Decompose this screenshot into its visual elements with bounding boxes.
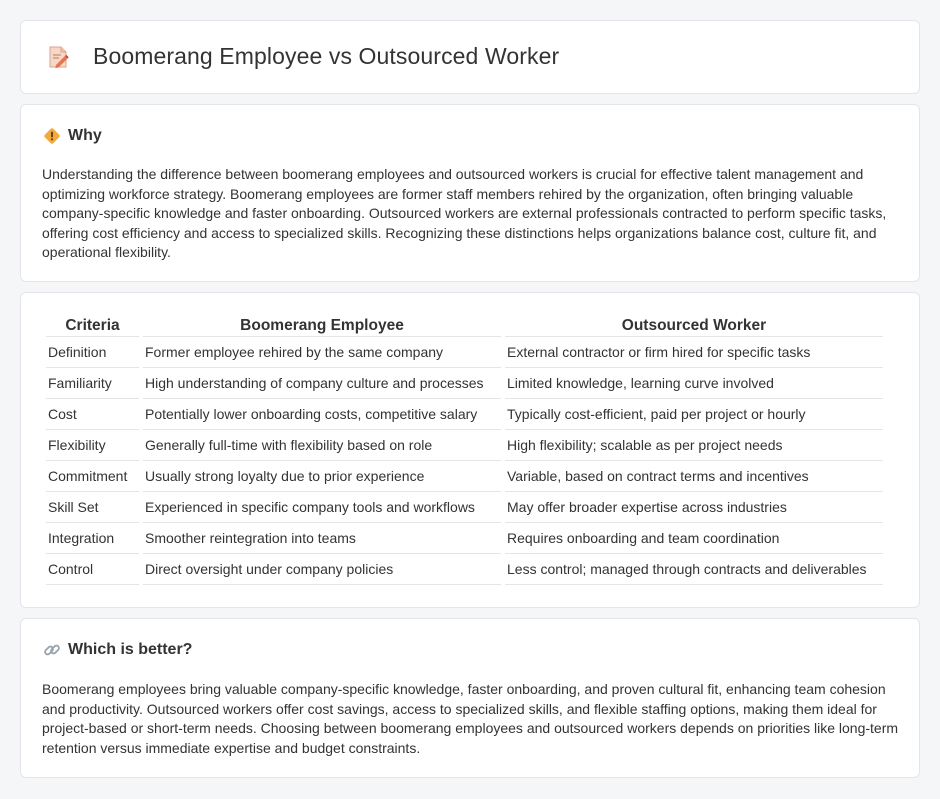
outsourced-cell: Typically cost-efficient, paid per project or hourly (505, 399, 883, 430)
boomerang-cell: High understanding of company culture and processes (143, 368, 501, 399)
why-card (20, 104, 920, 282)
why-heading (43, 127, 102, 145)
header-card (20, 20, 920, 94)
table-row (46, 523, 883, 554)
why-title: Why (68, 127, 102, 144)
criteria-cell: Integration (46, 523, 139, 554)
table-row (46, 430, 883, 461)
table-row (46, 492, 883, 523)
criteria-cell: Control (46, 554, 139, 585)
outsourced-cell: Less control; managed through contracts and deliverables (505, 554, 883, 585)
table-row (46, 337, 883, 368)
outsourced-cell: Variable, based on contract terms and incentives (505, 461, 883, 492)
criteria-cell: Familiarity (46, 368, 139, 399)
comparison-card (20, 292, 920, 608)
boomerang-cell: Experienced in specific company tools and workflows (143, 492, 501, 523)
outsourced-cell: May offer broader expertise across industries (505, 492, 883, 523)
boomerang-cell: Potentially lower onboarding costs, competitive salary (143, 399, 501, 430)
outsourced-cell: Requires onboarding and team coordination (505, 523, 883, 554)
header-outsourced: Outsourced Worker (505, 315, 883, 337)
better-heading (43, 641, 192, 659)
warning-diamond-icon (43, 127, 61, 145)
criteria-cell: Flexibility (46, 430, 139, 461)
better-title: Which is better? (68, 641, 193, 658)
table-row (46, 399, 883, 430)
boomerang-cell: Smoother reintegration into teams (143, 523, 501, 554)
better-text: Boomerang employees bring valuable company-specific knowledge, faster onboarding, and proven cultural fit, enhancing team cohesion and productivity. Outsourced workers offer cost savings, access to specialized skills, and flexible staffing options, making them ideal for project-based or short-term needs. Choosing between boomerang employees and outsourced workers depends on priorities like long-term retention versus immediate expertise and budget constraints. (42, 681, 899, 756)
criteria-cell: Commitment (46, 461, 139, 492)
link-icon (43, 641, 61, 659)
outsourced-cell: External contractor or firm hired for specific tasks (505, 337, 883, 368)
table-row (46, 554, 883, 585)
title-row (47, 43, 559, 70)
outsourced-cell: Limited knowledge, learning curve involved (505, 368, 883, 399)
comparison-table (42, 315, 887, 585)
boomerang-cell: Generally full-time with flexibility based on role (143, 430, 501, 461)
why-text: Understanding the difference between boomerang employees and outsourced workers is crucial for effective talent management and optimizing workforce strategy. Boomerang employees are former staff members rehired by the organization, often bringing valuable company-specific knowledge and faster onboarding. Outsourced workers are external professionals contracted to perform specific tasks, offering cost efficiency and access to specialized skills. Recognizing these distinctions helps organizations balance cost, culture fit, and operational flexibility. (42, 166, 887, 261)
criteria-cell: Cost (46, 399, 139, 430)
criteria-cell: Definition (46, 337, 139, 368)
boomerang-cell: Usually strong loyalty due to prior experience (143, 461, 501, 492)
header-criteria: Criteria (46, 315, 139, 337)
criteria-cell: Skill Set (46, 492, 139, 523)
page-title: Boomerang Employee vs Outsourced Worker (93, 43, 560, 69)
table-row (46, 368, 883, 399)
which-better-card (20, 618, 920, 778)
header-boomerang: Boomerang Employee (143, 315, 501, 337)
table-header-row (46, 315, 883, 337)
table-row (46, 461, 883, 492)
boomerang-cell: Former employee rehired by the same company (143, 337, 501, 368)
outsourced-cell: High flexibility; scalable as per project needs (505, 430, 883, 461)
boomerang-cell: Direct oversight under company policies (143, 554, 501, 585)
document-edit-icon (47, 45, 69, 69)
